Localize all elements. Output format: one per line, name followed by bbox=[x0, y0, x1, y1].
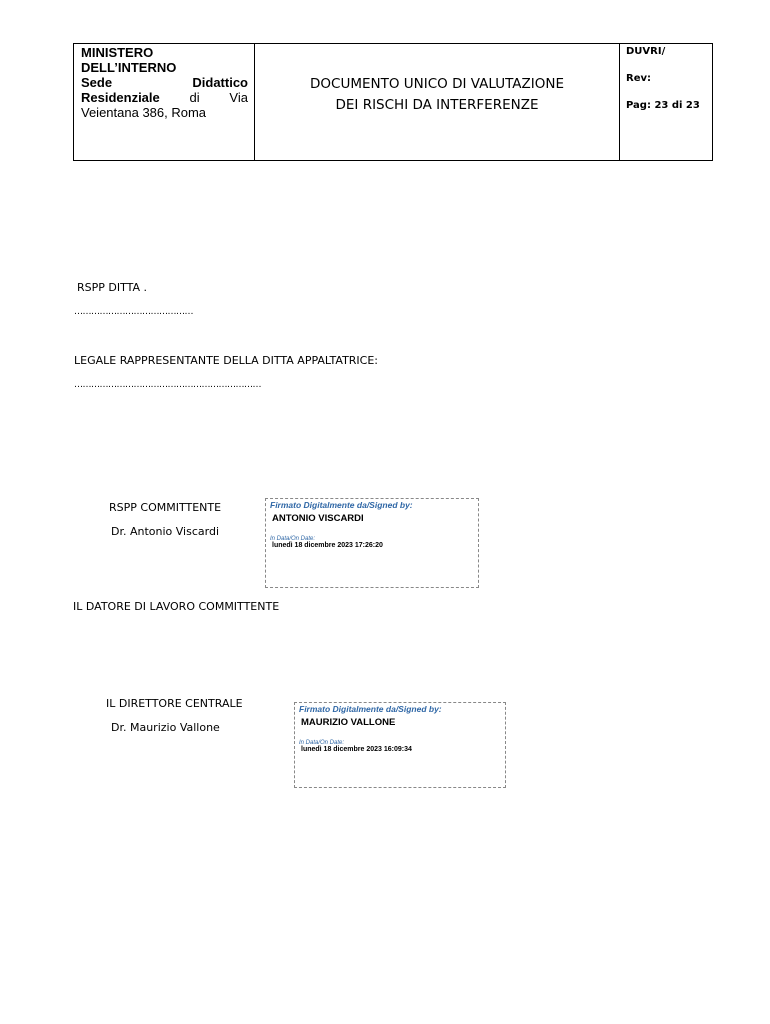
revision: Rev: bbox=[626, 73, 651, 84]
signed-by-label: Firmato Digitalmente da/Signed by: bbox=[270, 500, 413, 510]
org-di: di bbox=[189, 90, 200, 105]
signature-date-label: In Data/On Date: bbox=[299, 740, 345, 746]
signature-date-label: In Data/On Date: bbox=[270, 536, 316, 542]
org-didattico: Didattico bbox=[192, 75, 248, 90]
org-sede: Sede bbox=[81, 75, 113, 90]
org-line-1: MINISTERO bbox=[81, 45, 154, 60]
rspp-committente-name: Dr. Antonio Viscardi bbox=[111, 525, 219, 538]
org-line-3 bbox=[81, 75, 248, 90]
datore-lavoro-label: IL DATORE DI LAVORO COMMITTENTE bbox=[73, 600, 280, 613]
signature-date: lunedì 18 dicembre 2023 17:26:20 bbox=[272, 542, 383, 549]
org-via: Via bbox=[229, 90, 248, 105]
document-title bbox=[255, 44, 620, 160]
doc-code: DUVRI/ bbox=[626, 46, 666, 57]
digital-signature-box bbox=[294, 702, 506, 788]
direttore-centrale-name: Dr. Maurizio Vallone bbox=[111, 721, 220, 734]
rspp-ditta-signature-line: …………………………………… bbox=[74, 307, 193, 317]
signed-by-label: Firmato Digitalmente da/Signed by: bbox=[299, 704, 442, 714]
rspp-committente-label: RSPP COMMITTENTE bbox=[109, 501, 222, 514]
signer-name: ANTONIO VISCARDI bbox=[272, 513, 364, 524]
org-line-4 bbox=[81, 90, 248, 105]
title-line-2: DEI RISCHI DA INTERFERENZE bbox=[335, 97, 539, 113]
document-meta bbox=[620, 44, 712, 160]
legale-signature-line: ………………………………………………………… bbox=[74, 380, 261, 390]
page-number: Pag: 23 di 23 bbox=[626, 100, 700, 111]
rspp-ditta-label: RSPP DITTA . bbox=[77, 281, 148, 294]
digital-signature-box bbox=[265, 498, 479, 588]
title-line-1: DOCUMENTO UNICO DI VALUTAZIONE bbox=[310, 76, 564, 92]
signature-date: lunedì 18 dicembre 2023 16:09:34 bbox=[301, 746, 412, 753]
signer-name: MAURIZIO VALLONE bbox=[301, 717, 396, 728]
document-header bbox=[73, 43, 713, 161]
org-line-2: DELL’INTERNO bbox=[81, 60, 177, 75]
direttore-centrale-label: IL DIRETTORE CENTRALE bbox=[106, 697, 243, 710]
legale-rappresentante-label: LEGALE RAPPRESENTANTE DELLA DITTA APPALTATRICE: bbox=[74, 354, 379, 367]
org-residenziale: Residenziale bbox=[81, 90, 160, 105]
org-address: Veientana 386, Roma bbox=[81, 105, 207, 120]
organization-block bbox=[74, 44, 255, 160]
